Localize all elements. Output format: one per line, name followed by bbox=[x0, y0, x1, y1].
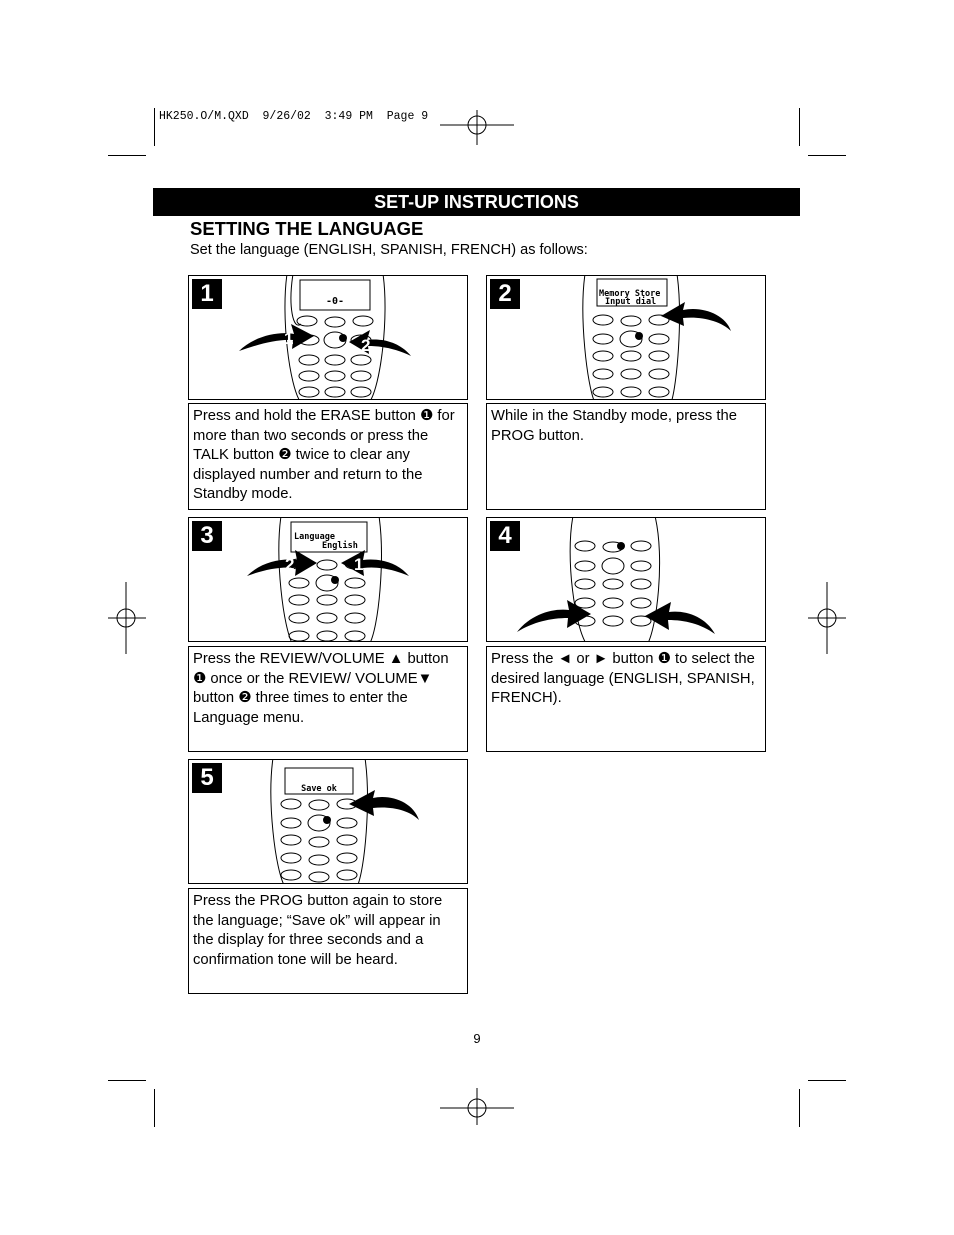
step-3-illustration bbox=[188, 517, 468, 642]
step-2-number: 2 bbox=[490, 279, 520, 309]
flower-icon bbox=[331, 576, 339, 584]
arrow-right-icon bbox=[247, 550, 317, 576]
display-line-1: Language bbox=[294, 532, 335, 542]
display-line: Save ok bbox=[301, 784, 337, 794]
step-4-illustration bbox=[486, 517, 766, 642]
step-3-number: 3 bbox=[192, 521, 222, 551]
step-5-illustration bbox=[188, 759, 468, 884]
flower-icon bbox=[339, 334, 347, 342]
svg-text:1: 1 bbox=[284, 329, 294, 348]
svg-text:1: 1 bbox=[354, 555, 364, 574]
phone-illustration bbox=[189, 276, 468, 400]
display-line-2: Input dial bbox=[605, 297, 657, 307]
svg-text:2: 2 bbox=[285, 555, 295, 574]
arrow-right-icon bbox=[239, 324, 314, 351]
flower-icon bbox=[323, 816, 331, 824]
step-3-instructions: Press the REVIEW/VOLUME ▲ button ❶ once or the REVIEW/ VOLUME▼ button ❷ three times to enter the Language menu. bbox=[188, 646, 468, 752]
arrow-left-icon bbox=[645, 602, 715, 634]
arrow-left-icon bbox=[661, 302, 731, 331]
intro-text: Set the language (ENGLISH, SPANISH, FRENCH) as follows: bbox=[190, 242, 588, 258]
page-title: SETTING THE LANGUAGE bbox=[190, 218, 424, 239]
page-number: 9 bbox=[473, 1031, 481, 1046]
step-1-instructions: Press and hold the ERASE button ❶ for more than two seconds or press the TALK button ❷ twice to clear any displayed number and return to the Standby mode. bbox=[188, 403, 468, 510]
display-line-1: Memory Store bbox=[599, 289, 661, 299]
step-1-illustration bbox=[188, 275, 468, 400]
phone-illustration bbox=[487, 518, 766, 642]
printer-slug: HK250.O/M.QXD 9/26/02 3:49 PM Page 9 bbox=[159, 110, 429, 123]
display-line-2: English bbox=[322, 541, 358, 551]
flower-icon bbox=[635, 332, 643, 340]
arrow-right-icon bbox=[517, 600, 591, 632]
arrow-left-icon bbox=[349, 790, 419, 820]
section-banner: SET-UP INSTRUCTIONS bbox=[153, 188, 800, 216]
phone-illustration bbox=[487, 276, 766, 400]
display-line: -0- bbox=[325, 296, 345, 307]
step-4-number: 4 bbox=[490, 521, 520, 551]
svg-text:2: 2 bbox=[361, 336, 371, 355]
step-4-instructions: Press the ◄ or ► button ❶ to select the desired language (ENGLISH, SPANISH, FRENCH). bbox=[486, 646, 766, 752]
step-2-illustration bbox=[486, 275, 766, 400]
step-1-number: 1 bbox=[192, 279, 222, 309]
arrow-left-icon bbox=[349, 330, 411, 356]
step-5-number: 5 bbox=[192, 763, 222, 793]
step-2-instructions: While in the Standby mode, press the PROG button. bbox=[486, 403, 766, 510]
phone-illustration bbox=[189, 518, 468, 642]
arrow-left-icon bbox=[341, 550, 409, 576]
step-5-instructions: Press the PROG button again to store the language; “Save ok” will appear in the display for three seconds and a confirmation tone will be heard. bbox=[188, 888, 468, 994]
phone-illustration bbox=[189, 760, 468, 884]
flower-icon bbox=[617, 542, 625, 550]
